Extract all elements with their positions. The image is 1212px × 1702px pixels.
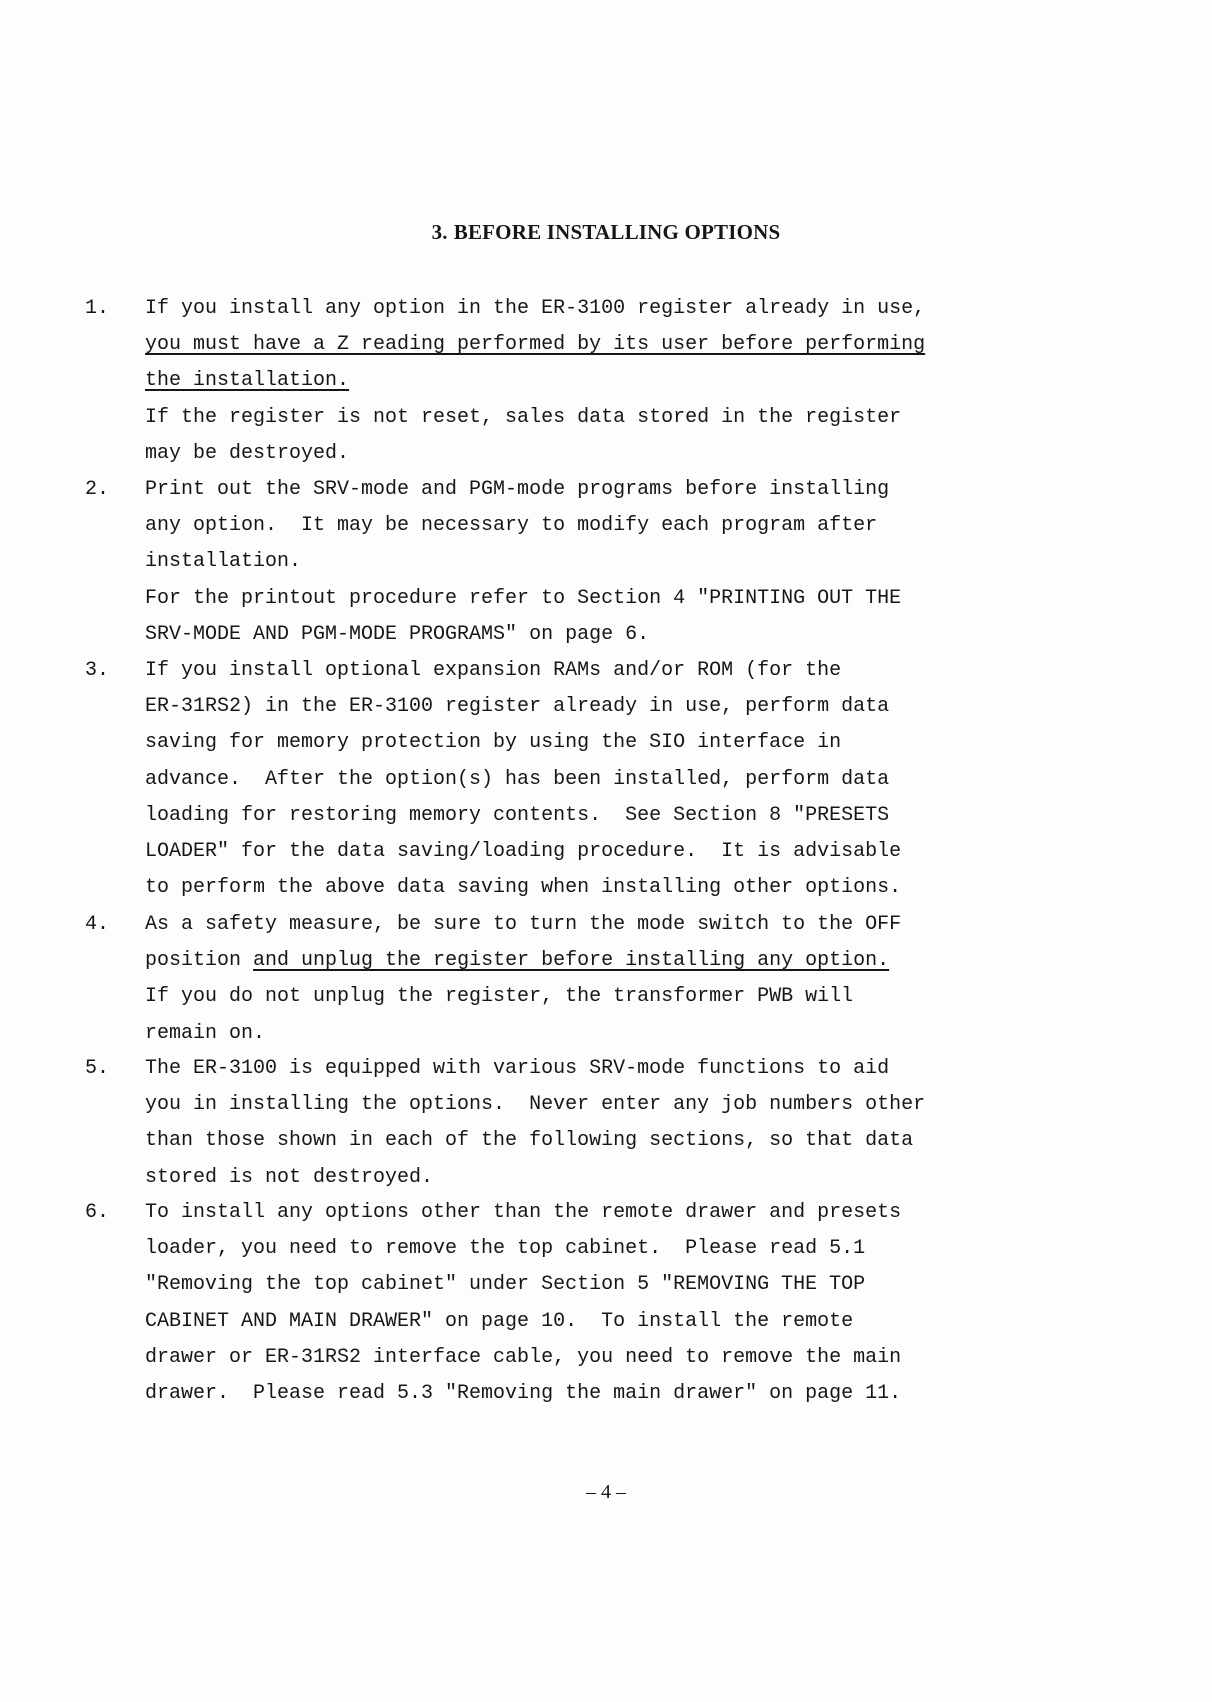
text-line: As a safety measure, be sure to turn the mode switch to the OFF	[145, 913, 902, 936]
list-item-text	[145, 907, 1165, 1052]
section-heading	[0, 220, 1212, 245]
list-item-text	[145, 1051, 1165, 1196]
list-marker: 1.	[85, 297, 110, 320]
text-line: saving for memory protection by using the SIO interface in	[145, 731, 842, 755]
text-line: drawer. Please read 5.3 "Removing the main drawer" on page 11.	[145, 1381, 902, 1405]
list-marker: 4.	[85, 913, 110, 936]
text-line: The ER-3100 is equipped with various SRV-mode functions to aid	[145, 1057, 890, 1080]
section-number: 3.	[431, 220, 448, 244]
underlined-warning: you must have a Z reading performed by its user before performing	[145, 333, 926, 357]
section-title: BEFORE INSTALLING OPTIONS	[453, 220, 781, 244]
text-line: to perform the above data saving when installing other options.	[145, 876, 902, 900]
text-line: remain on.	[145, 1021, 266, 1045]
list-marker: 5.	[85, 1057, 110, 1080]
text-line: loader, you need to remove the top cabinet. Please read 5.1	[145, 1237, 866, 1261]
list-item-text	[145, 472, 1165, 653]
text-fragment: position	[145, 949, 254, 973]
text-line: If you do not unplug the register, the transformer PWB will	[145, 985, 854, 1009]
text-line	[145, 943, 1165, 979]
text-line: "Removing the top cabinet" under Section 5 "REMOVING THE TOP	[145, 1273, 866, 1297]
list-item-text	[145, 653, 1165, 906]
text-line: stored is not destroyed.	[145, 1165, 434, 1189]
page-number: – 4 –	[586, 1481, 626, 1503]
text-line: If you install optional expansion RAMs and/or ROM (for the	[145, 659, 842, 682]
text-line: drawer or ER-31RS2 interface cable, you need to remove the main	[145, 1345, 902, 1369]
list-marker: 3.	[85, 659, 110, 682]
text-line: To install any options other than the remote drawer and presets	[145, 1201, 902, 1224]
text-line: loading for restoring memory contents. See Section 8 "PRESETS	[145, 803, 890, 827]
text-line: SRV-MODE AND PGM-MODE PROGRAMS" on page 6.	[145, 622, 650, 646]
text-line	[145, 363, 1165, 399]
text-line: ER-31RS2) in the ER-3100 register already in use, perform data	[145, 695, 890, 719]
underlined-warning: and unplug the register before installing any option.	[253, 949, 890, 973]
text-line	[145, 327, 1165, 363]
text-line: LOADER" for the data saving/loading procedure. It is advisable	[145, 839, 902, 863]
list-marker: 6.	[85, 1201, 110, 1224]
text-line: advance. After the option(s) has been installed, perform data	[145, 767, 890, 791]
text-line: For the printout procedure refer to Section 4 "PRINTING OUT THE	[145, 586, 902, 610]
text-line: you in installing the options. Never enter any job numbers other	[145, 1093, 926, 1117]
list-item-text	[145, 1195, 1165, 1412]
underlined-warning: the installation.	[145, 369, 350, 393]
text-line: than those shown in each of the following sections, so that data	[145, 1129, 914, 1153]
text-line: If the register is not reset, sales data stored in the register	[145, 405, 902, 429]
text-line: any option. It may be necessary to modify each program after	[145, 514, 878, 538]
list-marker: 2.	[85, 478, 110, 501]
text-line: Print out the SRV-mode and PGM-mode programs before installing	[145, 478, 890, 501]
list-item-text	[145, 291, 1165, 472]
text-line: If you install any option in the ER-3100 register already in use,	[145, 297, 926, 320]
text-line: installation.	[145, 550, 302, 574]
text-line: CABINET AND MAIN DRAWER" on page 10. To install the remote	[145, 1309, 854, 1333]
text-line: may be destroyed.	[145, 441, 350, 465]
